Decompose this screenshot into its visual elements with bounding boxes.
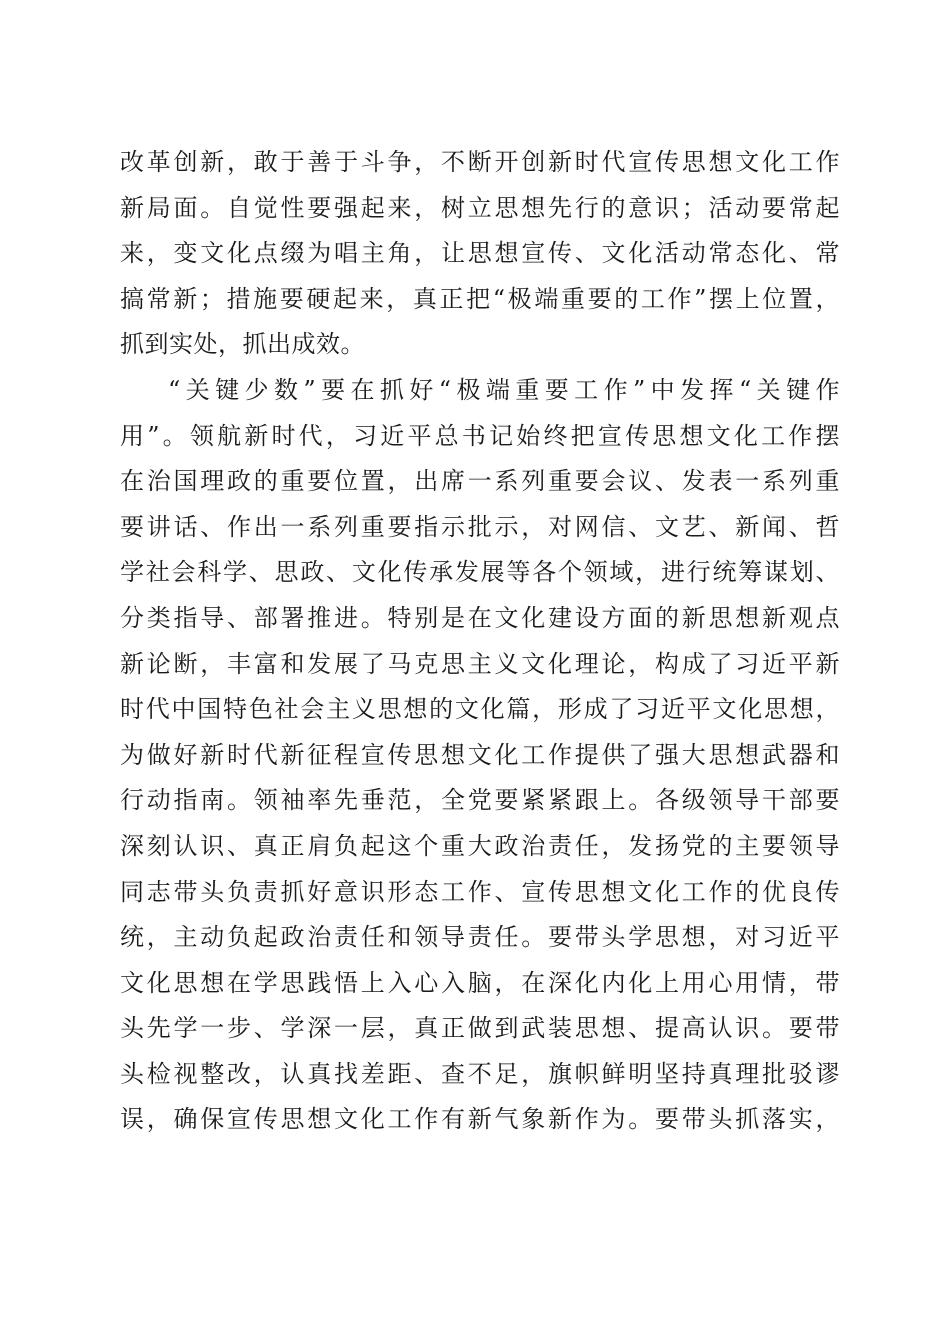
- text-line: 分类指导、部署推进。特别是在文化建设方面的新思想新观点: [120, 603, 840, 632]
- text-line: 在治国理政的重要位置，出席一系列重要会议、发表一系列重: [120, 467, 840, 496]
- text-line: 头先学一步、学深一层，真正做到武装思想、提高认识。要带: [120, 1014, 840, 1043]
- text-line: 要讲话、作出一系列重要指示批示，对网信、文艺、新闻、哲: [120, 512, 840, 541]
- text-line: 搞常新；措施要硬起来，真正把“极端重要的工作”摆上位置，: [120, 284, 840, 313]
- text-line: 同志带头负责抓好意识形态工作、宣传思想文化工作的优良传: [120, 877, 840, 906]
- text-line: 时代中国特色社会主义思想的文化篇，形成了习近平文化思想，: [120, 695, 840, 724]
- paragraph-start-line: “关键少数”要在抓好“极端重要工作”中发挥“关键作: [168, 375, 840, 404]
- text-line: 深刻认识、真正肩负起这个重大政治责任，发扬党的主要领导: [120, 831, 840, 860]
- text-line: 文化思想在学思践悟上入心入脑，在深化内化上用心用情，带: [120, 968, 840, 997]
- text-line: 统，主动负起政治责任和领导责任。要带头学思想，对习近平: [120, 923, 840, 952]
- body-text: [120, 140, 840, 1143]
- text-line: 抓到实处，抓出成效。: [120, 330, 365, 359]
- text-line: 行动指南。领袖率先垂范，全党要紧紧跟上。各级领导干部要: [120, 786, 840, 815]
- text-line: 学社会科学、思政、文化传承发展等各个领域，进行统筹谋划、: [120, 558, 840, 587]
- text-line: 用”。领航新时代，习近平总书记始终把宣传思想文化工作摆: [120, 421, 840, 450]
- text-line: 来，变文化点缀为唱主角，让思想宣传、文化活动常态化、常: [120, 239, 840, 268]
- text-line: 误，确保宣传思想文化工作有新气象新作为。要带头抓落实，: [120, 1105, 840, 1134]
- text-line: 头检视整改，认真找差距、查不足，旗帜鲜明坚持真理批驳谬: [120, 1059, 840, 1088]
- text-line: 新局面。自觉性要强起来，树立思想先行的意识；活动要常起: [120, 193, 840, 222]
- text-line: 为做好新时代新征程宣传思想文化工作提供了强大思想武器和: [120, 740, 840, 769]
- text-line: 新论断，丰富和发展了马克思主义文化理论，构成了习近平新: [120, 649, 840, 678]
- text-line: 改革创新，敢于善于斗争，不断开创新时代宣传思想文化工作: [120, 148, 840, 176]
